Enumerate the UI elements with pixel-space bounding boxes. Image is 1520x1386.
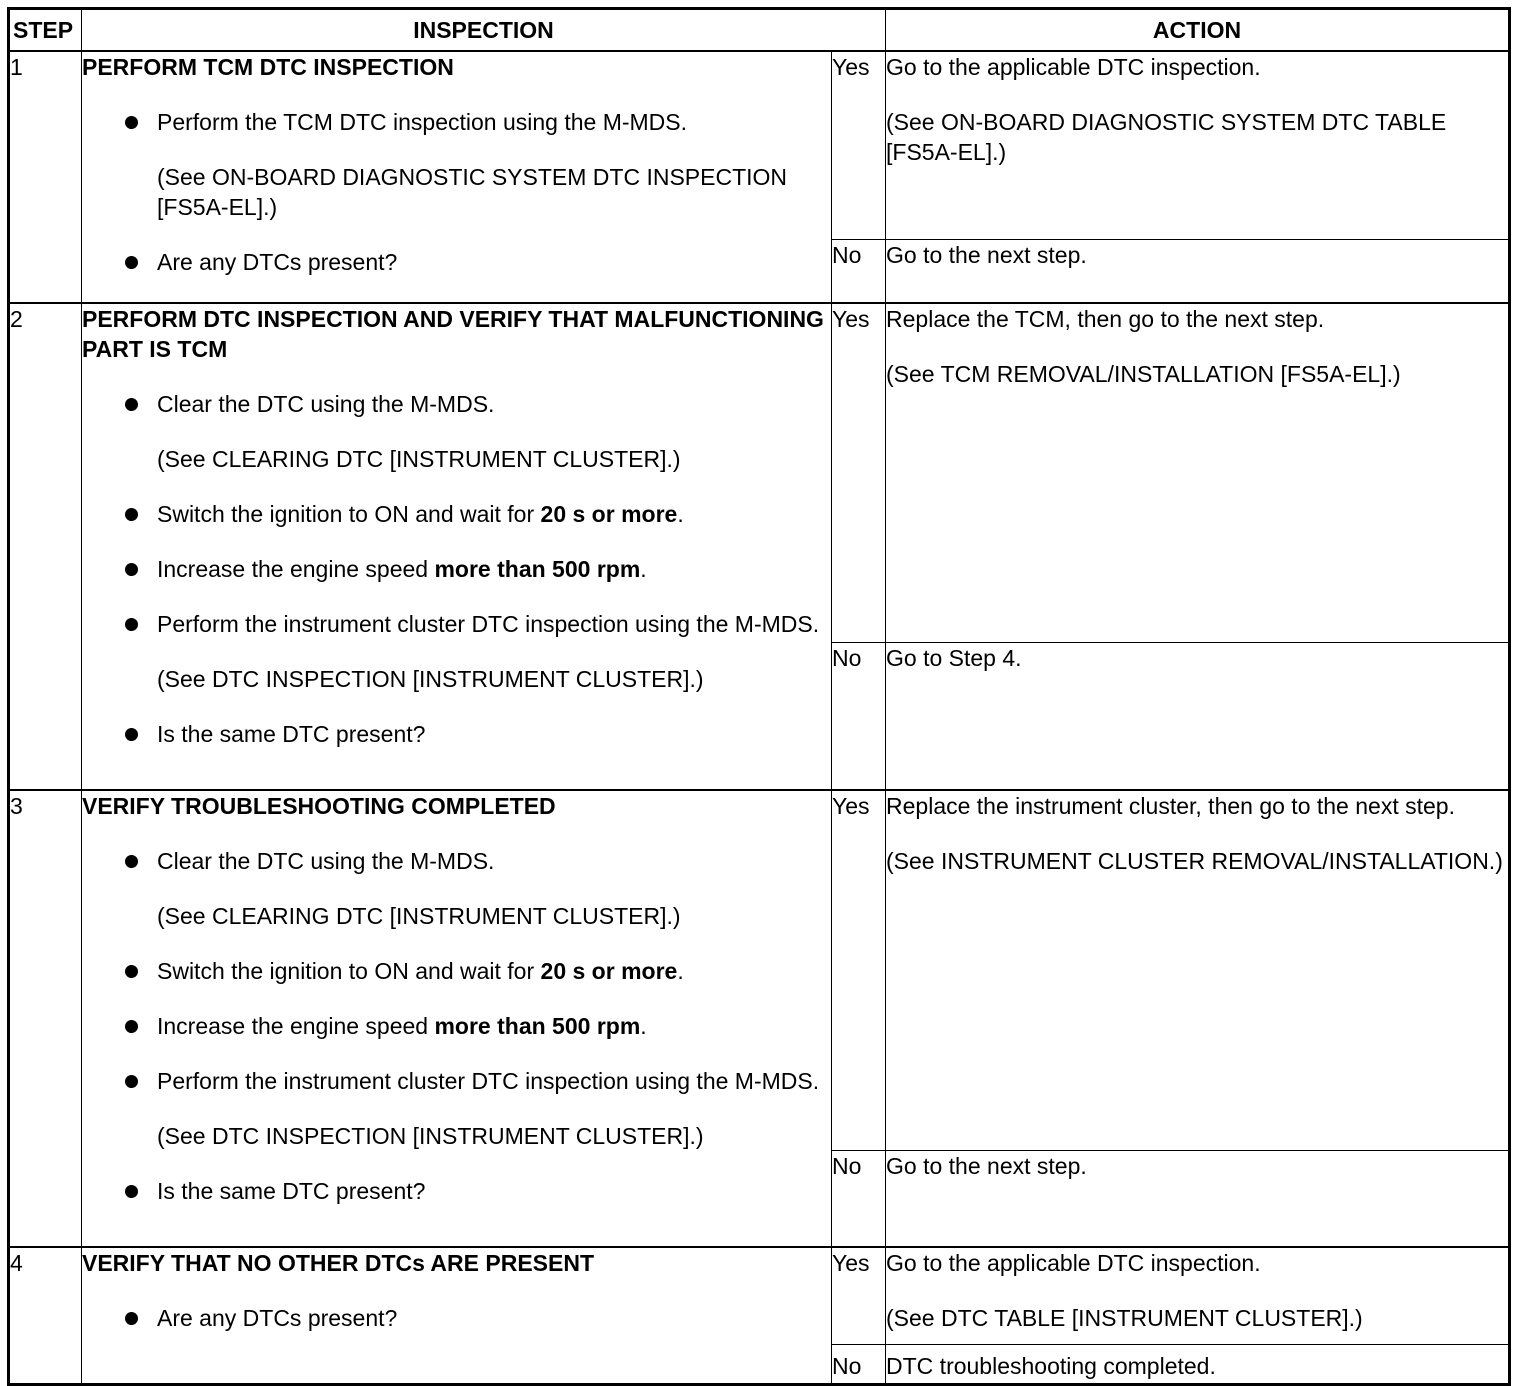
reference-text: (See ON-BOARD DIAGNOSTIC SYSTEM DTC INSPECTION [FS5A-EL].)	[157, 164, 788, 220]
no-action	[886, 239, 1510, 303]
bullet-icon	[125, 256, 138, 269]
action-text: DTC troubleshooting completed.	[886, 1352, 1216, 1379]
no-label: No	[832, 1150, 886, 1247]
step-number: 1	[9, 51, 82, 303]
bullet-icon	[125, 965, 138, 978]
bullet-bold-text: 20 s or more	[540, 958, 678, 984]
yes-action	[886, 303, 1510, 642]
yes-action	[886, 1247, 1510, 1344]
yes-action	[886, 51, 1510, 239]
action-text: Go to the applicable DTC inspection.	[886, 54, 1261, 80]
header-action: ACTION	[886, 9, 1510, 52]
bullet-icon	[125, 1312, 138, 1325]
bullet-item	[157, 719, 831, 749]
yes-action	[886, 790, 1510, 1150]
no-label: No	[832, 1344, 886, 1384]
bullet-tail: .	[677, 958, 684, 984]
bullet-item	[157, 554, 831, 584]
step-title: PERFORM DTC INSPECTION AND VERIFY THAT MALFUNCTIONING PART IS TCM	[82, 306, 824, 362]
bullet-bold-text: 20 s or more	[540, 501, 678, 527]
bullet-text: Perform the instrument cluster DTC inspection using the M-MDS.	[157, 1068, 820, 1094]
bullet-text: Perform the TCM DTC inspection using the M-MDS.	[157, 109, 688, 135]
bullet-text: Are any DTCs present?	[157, 1305, 398, 1331]
bullet-text: Switch the ignition to ON and wait for	[157, 958, 541, 984]
action-text: Go to Step 4.	[886, 644, 1022, 671]
yes-label: Yes	[832, 790, 886, 1150]
bullet-item	[157, 499, 831, 529]
yes-label: Yes	[832, 303, 886, 642]
bullet-item	[157, 247, 831, 277]
header-step: STEP	[9, 9, 82, 52]
bullet-icon	[125, 1020, 138, 1033]
reference-text: (See DTC INSPECTION [INSTRUMENT CLUSTER].)	[157, 666, 704, 692]
bullet-item	[157, 1011, 831, 1041]
troubleshooting-table	[7, 7, 1511, 1386]
bullet-item	[157, 609, 831, 639]
step-title: VERIFY TROUBLESHOOTING COMPLETED	[82, 793, 556, 819]
action-reference: (See DTC TABLE [INSTRUMENT CLUSTER].)	[886, 1305, 1363, 1331]
reference-text: (See CLEARING DTC [INSTRUMENT CLUSTER].)	[157, 903, 681, 929]
bullet-icon	[125, 1075, 138, 1088]
bullet-text: Switch the ignition to ON and wait for	[157, 501, 541, 527]
no-label: No	[832, 642, 886, 790]
yes-label: Yes	[832, 1247, 886, 1344]
bullet-bold-text: more than 500 rpm	[434, 1013, 641, 1039]
bullet-text: Perform the instrument cluster DTC inspection using the M-MDS.	[157, 611, 820, 637]
bullet-text: Increase the engine speed	[157, 1013, 435, 1039]
bullet-text: Clear the DTC using the M-MDS.	[157, 848, 495, 874]
bullet-text: Clear the DTC using the M-MDS.	[157, 391, 495, 417]
step-number: 3	[9, 790, 82, 1247]
bullet-item	[157, 1066, 831, 1096]
step-inspection	[82, 51, 832, 303]
bullet-text: Are any DTCs present?	[157, 249, 398, 275]
no-label: No	[832, 239, 886, 303]
action-text: Go to the applicable DTC inspection.	[886, 1250, 1261, 1276]
bullet-tail: .	[640, 556, 647, 582]
action-text: Go to the next step.	[886, 241, 1087, 268]
bullet-item	[157, 389, 831, 419]
bullet-tail: .	[640, 1013, 647, 1039]
step-title: PERFORM TCM DTC INSPECTION	[82, 54, 454, 80]
header-inspection: INSPECTION	[82, 9, 886, 52]
bullet-icon	[125, 855, 138, 868]
action-reference: (See TCM REMOVAL/INSTALLATION [FS5A-EL].)	[886, 361, 1401, 387]
no-action	[886, 1344, 1510, 1384]
bullet-icon	[125, 116, 138, 129]
bullet-bold-text: more than 500 rpm	[434, 556, 641, 582]
bullet-item	[157, 956, 831, 986]
action-reference: (See INSTRUMENT CLUSTER REMOVAL/INSTALLATION.)	[886, 848, 1503, 874]
step-number: 4	[9, 1247, 82, 1384]
bullet-icon	[125, 618, 138, 631]
step-inspection	[82, 790, 832, 1247]
step-title: VERIFY THAT NO OTHER DTCs ARE PRESENT	[82, 1250, 595, 1276]
step-inspection	[82, 1247, 832, 1384]
header-row	[9, 9, 1510, 52]
step-number: 2	[9, 303, 82, 790]
step-2-yes-row	[9, 303, 1510, 642]
bullet-item	[157, 846, 831, 876]
step-3-yes-row	[9, 790, 1510, 1150]
bullet-icon	[125, 1185, 138, 1198]
step-1-yes-row	[9, 51, 1510, 239]
bullet-icon	[125, 508, 138, 521]
reference-text: (See DTC INSPECTION [INSTRUMENT CLUSTER].)	[157, 1123, 704, 1149]
yes-label: Yes	[832, 51, 886, 239]
bullet-text: Is the same DTC present?	[157, 1178, 426, 1204]
no-action	[886, 642, 1510, 790]
action-reference: (See ON-BOARD DIAGNOSTIC SYSTEM DTC TABLE [FS5A-EL].)	[886, 109, 1447, 165]
reference-text: (See CLEARING DTC [INSTRUMENT CLUSTER].)	[157, 446, 681, 472]
action-text: Replace the instrument cluster, then go to the next step.	[886, 793, 1455, 819]
bullet-item	[157, 1303, 831, 1333]
bullet-icon	[125, 563, 138, 576]
step-4-yes-row	[9, 1247, 1510, 1344]
bullet-item	[157, 1176, 831, 1206]
bullet-item	[157, 107, 831, 137]
step-inspection	[82, 303, 832, 790]
bullet-text: Increase the engine speed	[157, 556, 435, 582]
bullet-icon	[125, 728, 138, 741]
bullet-icon	[125, 398, 138, 411]
bullet-text: Is the same DTC present?	[157, 721, 426, 747]
action-text: Go to the next step.	[886, 1152, 1087, 1179]
bullet-tail: .	[677, 501, 684, 527]
no-action	[886, 1150, 1510, 1247]
action-text: Replace the TCM, then go to the next step.	[886, 306, 1325, 332]
